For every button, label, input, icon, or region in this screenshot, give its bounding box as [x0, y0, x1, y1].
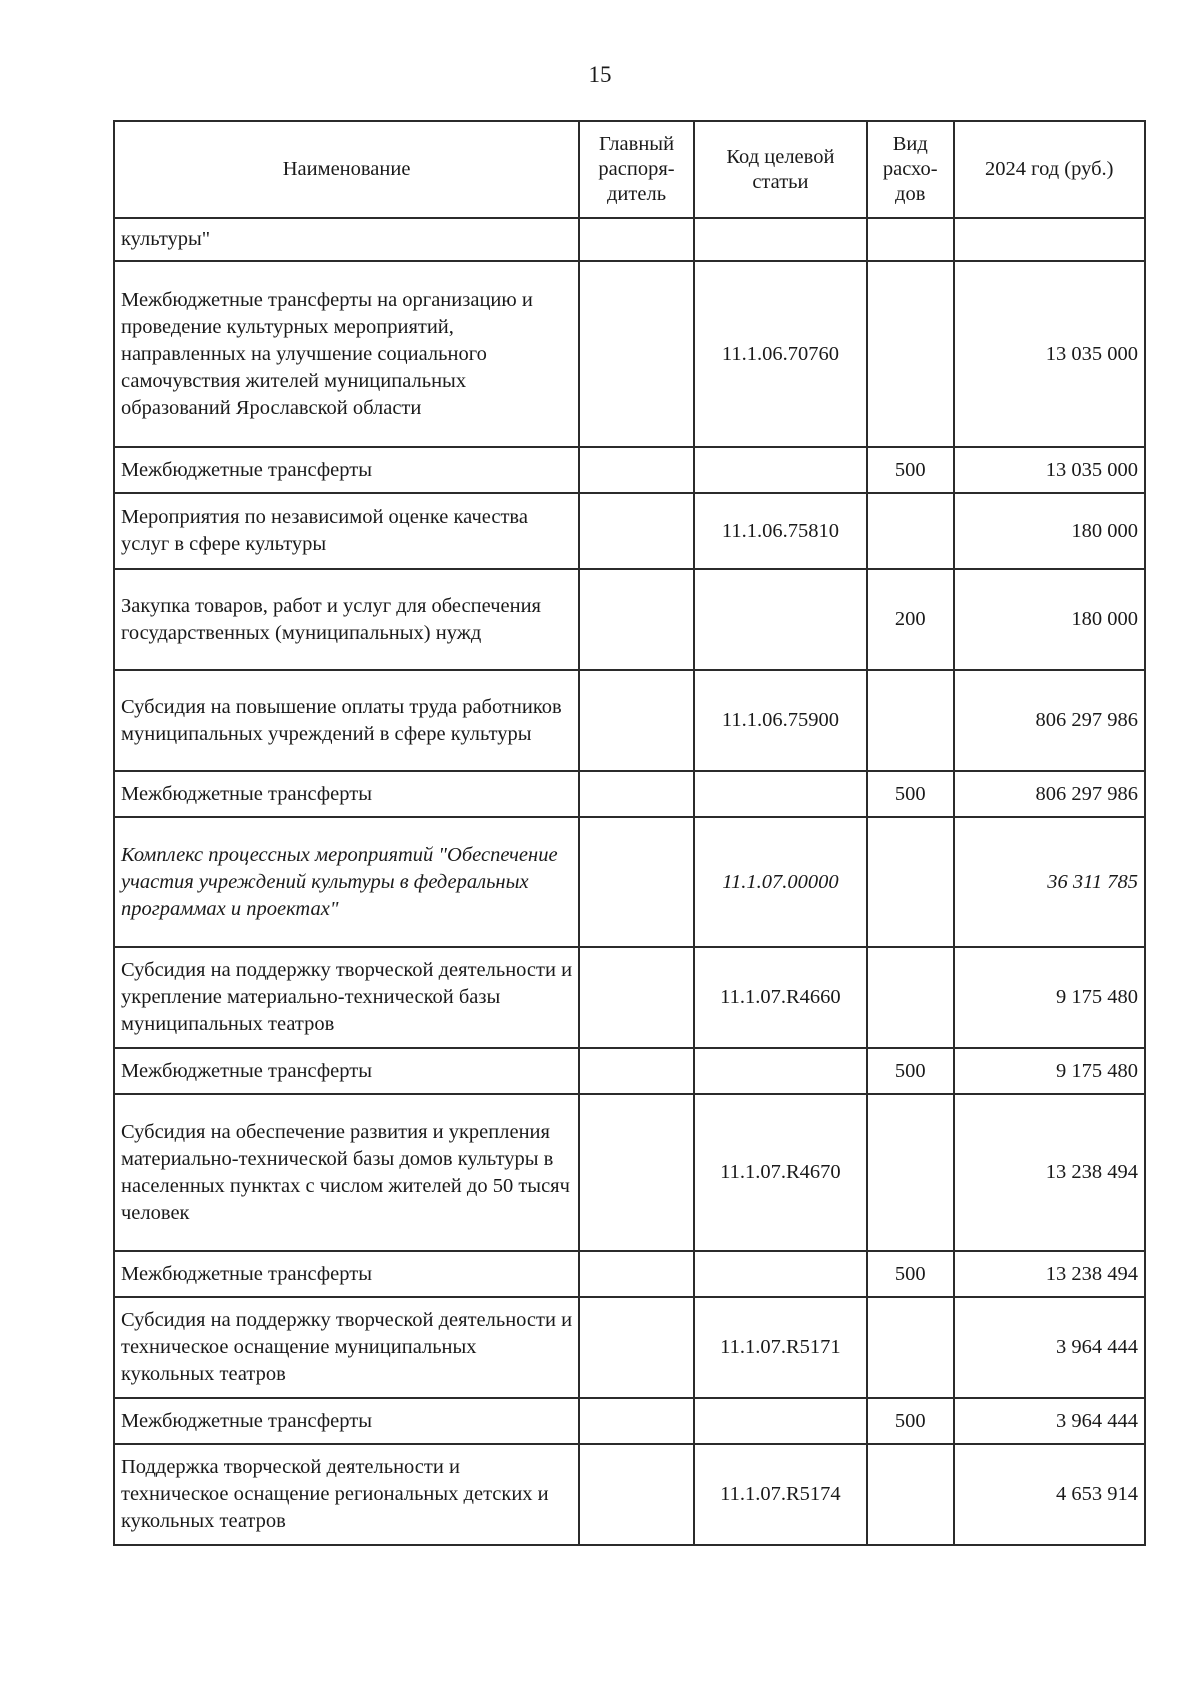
- row-name: Субсидия на обеспечение развития и укрепления материально-технической базы домов культуры в населенных пунктах с числом жителей до 50 тысяч человек: [114, 1094, 579, 1251]
- row-code: 11.1.06.75900: [694, 670, 867, 771]
- header-type: Вид расхо-дов: [867, 121, 954, 218]
- row-amount: 4 653 914: [954, 1444, 1146, 1545]
- table-row: [114, 1094, 1145, 1251]
- row-amount: 13 035 000: [954, 447, 1146, 493]
- row-type: 500: [867, 1048, 954, 1094]
- row-name: Комплекс процессных мероприятий "Обеспечение участия учреждений культуры в федеральных программах и проектах": [114, 817, 579, 947]
- table-row-section: [114, 817, 1145, 947]
- row-name: Субсидия на повышение оплаты труда работников муниципальных учреждений в сфере культуры: [114, 670, 579, 771]
- row-name: Субсидия на поддержку творческой деятельности и укрепление материально-технической базы муниципальных театров: [114, 947, 579, 1048]
- row-name: Мероприятия по независимой оценке качества услуг в сфере культуры: [114, 493, 579, 569]
- table-row: [114, 1398, 1145, 1444]
- row-admin: [579, 1094, 694, 1251]
- row-admin: [579, 447, 694, 493]
- row-code: 11.1.07.R4670: [694, 1094, 867, 1251]
- table-row: [114, 218, 1145, 261]
- row-amount: 9 175 480: [954, 947, 1146, 1048]
- row-code: [694, 218, 867, 261]
- table-row: [114, 1444, 1145, 1545]
- row-admin: [579, 493, 694, 569]
- row-name: Межбюджетные трансферты: [114, 1251, 579, 1297]
- row-name: Субсидия на поддержку творческой деятельности и техническое оснащение муниципальных кукольных театров: [114, 1297, 579, 1398]
- table-row: [114, 261, 1145, 447]
- table-row: [114, 771, 1145, 817]
- row-name: культуры": [114, 218, 579, 261]
- row-type: 200: [867, 569, 954, 670]
- row-name: Межбюджетные трансферты: [114, 1398, 579, 1444]
- table-row: [114, 947, 1145, 1048]
- row-admin: [579, 1398, 694, 1444]
- row-admin: [579, 218, 694, 261]
- table-row: [114, 670, 1145, 771]
- header-name: Наименование: [114, 121, 579, 218]
- row-admin: [579, 1297, 694, 1398]
- row-code: [694, 569, 867, 670]
- row-type: [867, 817, 954, 947]
- table-row: [114, 569, 1145, 670]
- page-number: 15: [588, 62, 612, 87]
- row-admin: [579, 1048, 694, 1094]
- row-name: Межбюджетные трансферты: [114, 447, 579, 493]
- table-row: [114, 493, 1145, 569]
- row-code: [694, 1251, 867, 1297]
- row-name: Закупка товаров, работ и услуг для обеспечения государственных (муниципальных) нужд: [114, 569, 579, 670]
- row-admin: [579, 1251, 694, 1297]
- row-type: [867, 1297, 954, 1398]
- row-admin: [579, 771, 694, 817]
- row-type: 500: [867, 771, 954, 817]
- row-name: Межбюджетные трансферты: [114, 771, 579, 817]
- row-type: 500: [867, 1398, 954, 1444]
- budget-table: [113, 120, 1146, 1546]
- row-type: 500: [867, 447, 954, 493]
- row-code: 11.1.06.75810: [694, 493, 867, 569]
- row-amount: 180 000: [954, 569, 1146, 670]
- row-admin: [579, 947, 694, 1048]
- row-name: Межбюджетные трансферты: [114, 1048, 579, 1094]
- row-code: 11.1.07.R4660: [694, 947, 867, 1048]
- row-type: [867, 947, 954, 1048]
- row-amount: 3 964 444: [954, 1297, 1146, 1398]
- row-amount: 180 000: [954, 493, 1146, 569]
- row-code: 11.1.07.R5174: [694, 1444, 867, 1545]
- row-admin: [579, 670, 694, 771]
- row-amount: 806 297 986: [954, 670, 1146, 771]
- table-row: [114, 447, 1145, 493]
- table-row: [114, 1251, 1145, 1297]
- row-code: [694, 447, 867, 493]
- row-admin: [579, 261, 694, 447]
- row-admin: [579, 1444, 694, 1545]
- header-admin: Главный распоря-дитель: [579, 121, 694, 218]
- row-admin: [579, 569, 694, 670]
- row-type: [867, 1094, 954, 1251]
- row-amount: 806 297 986: [954, 771, 1146, 817]
- row-amount: [954, 218, 1146, 261]
- row-amount: 13 238 494: [954, 1094, 1146, 1251]
- row-type: [867, 218, 954, 261]
- row-type: [867, 670, 954, 771]
- row-name: Поддержка творческой деятельности и техническое оснащение региональных детских и кукольных театров: [114, 1444, 579, 1545]
- row-type: [867, 493, 954, 569]
- header-code: Код целевой статьи: [694, 121, 867, 218]
- table-row: [114, 1297, 1145, 1398]
- row-amount: 13 035 000: [954, 261, 1146, 447]
- row-code: 11.1.06.70760: [694, 261, 867, 447]
- row-type: [867, 1444, 954, 1545]
- row-code: 11.1.07.R5171: [694, 1297, 867, 1398]
- row-type: 500: [867, 1251, 954, 1297]
- table-row: [114, 1048, 1145, 1094]
- row-code: [694, 1398, 867, 1444]
- row-amount: 36 311 785: [954, 817, 1146, 947]
- row-amount: 3 964 444: [954, 1398, 1146, 1444]
- row-code: [694, 771, 867, 817]
- header-row: [114, 121, 1145, 218]
- row-admin: [579, 817, 694, 947]
- row-amount: 13 238 494: [954, 1251, 1146, 1297]
- row-amount: 9 175 480: [954, 1048, 1146, 1094]
- row-name: Межбюджетные трансферты на организацию и проведение культурных мероприятий, направленных на улучшение социального самочувствия жителей муниципальных образований Ярославской области: [114, 261, 579, 447]
- row-code: [694, 1048, 867, 1094]
- row-type: [867, 261, 954, 447]
- header-amount: 2024 год (руб.): [954, 121, 1146, 218]
- row-code: 11.1.07.00000: [694, 817, 867, 947]
